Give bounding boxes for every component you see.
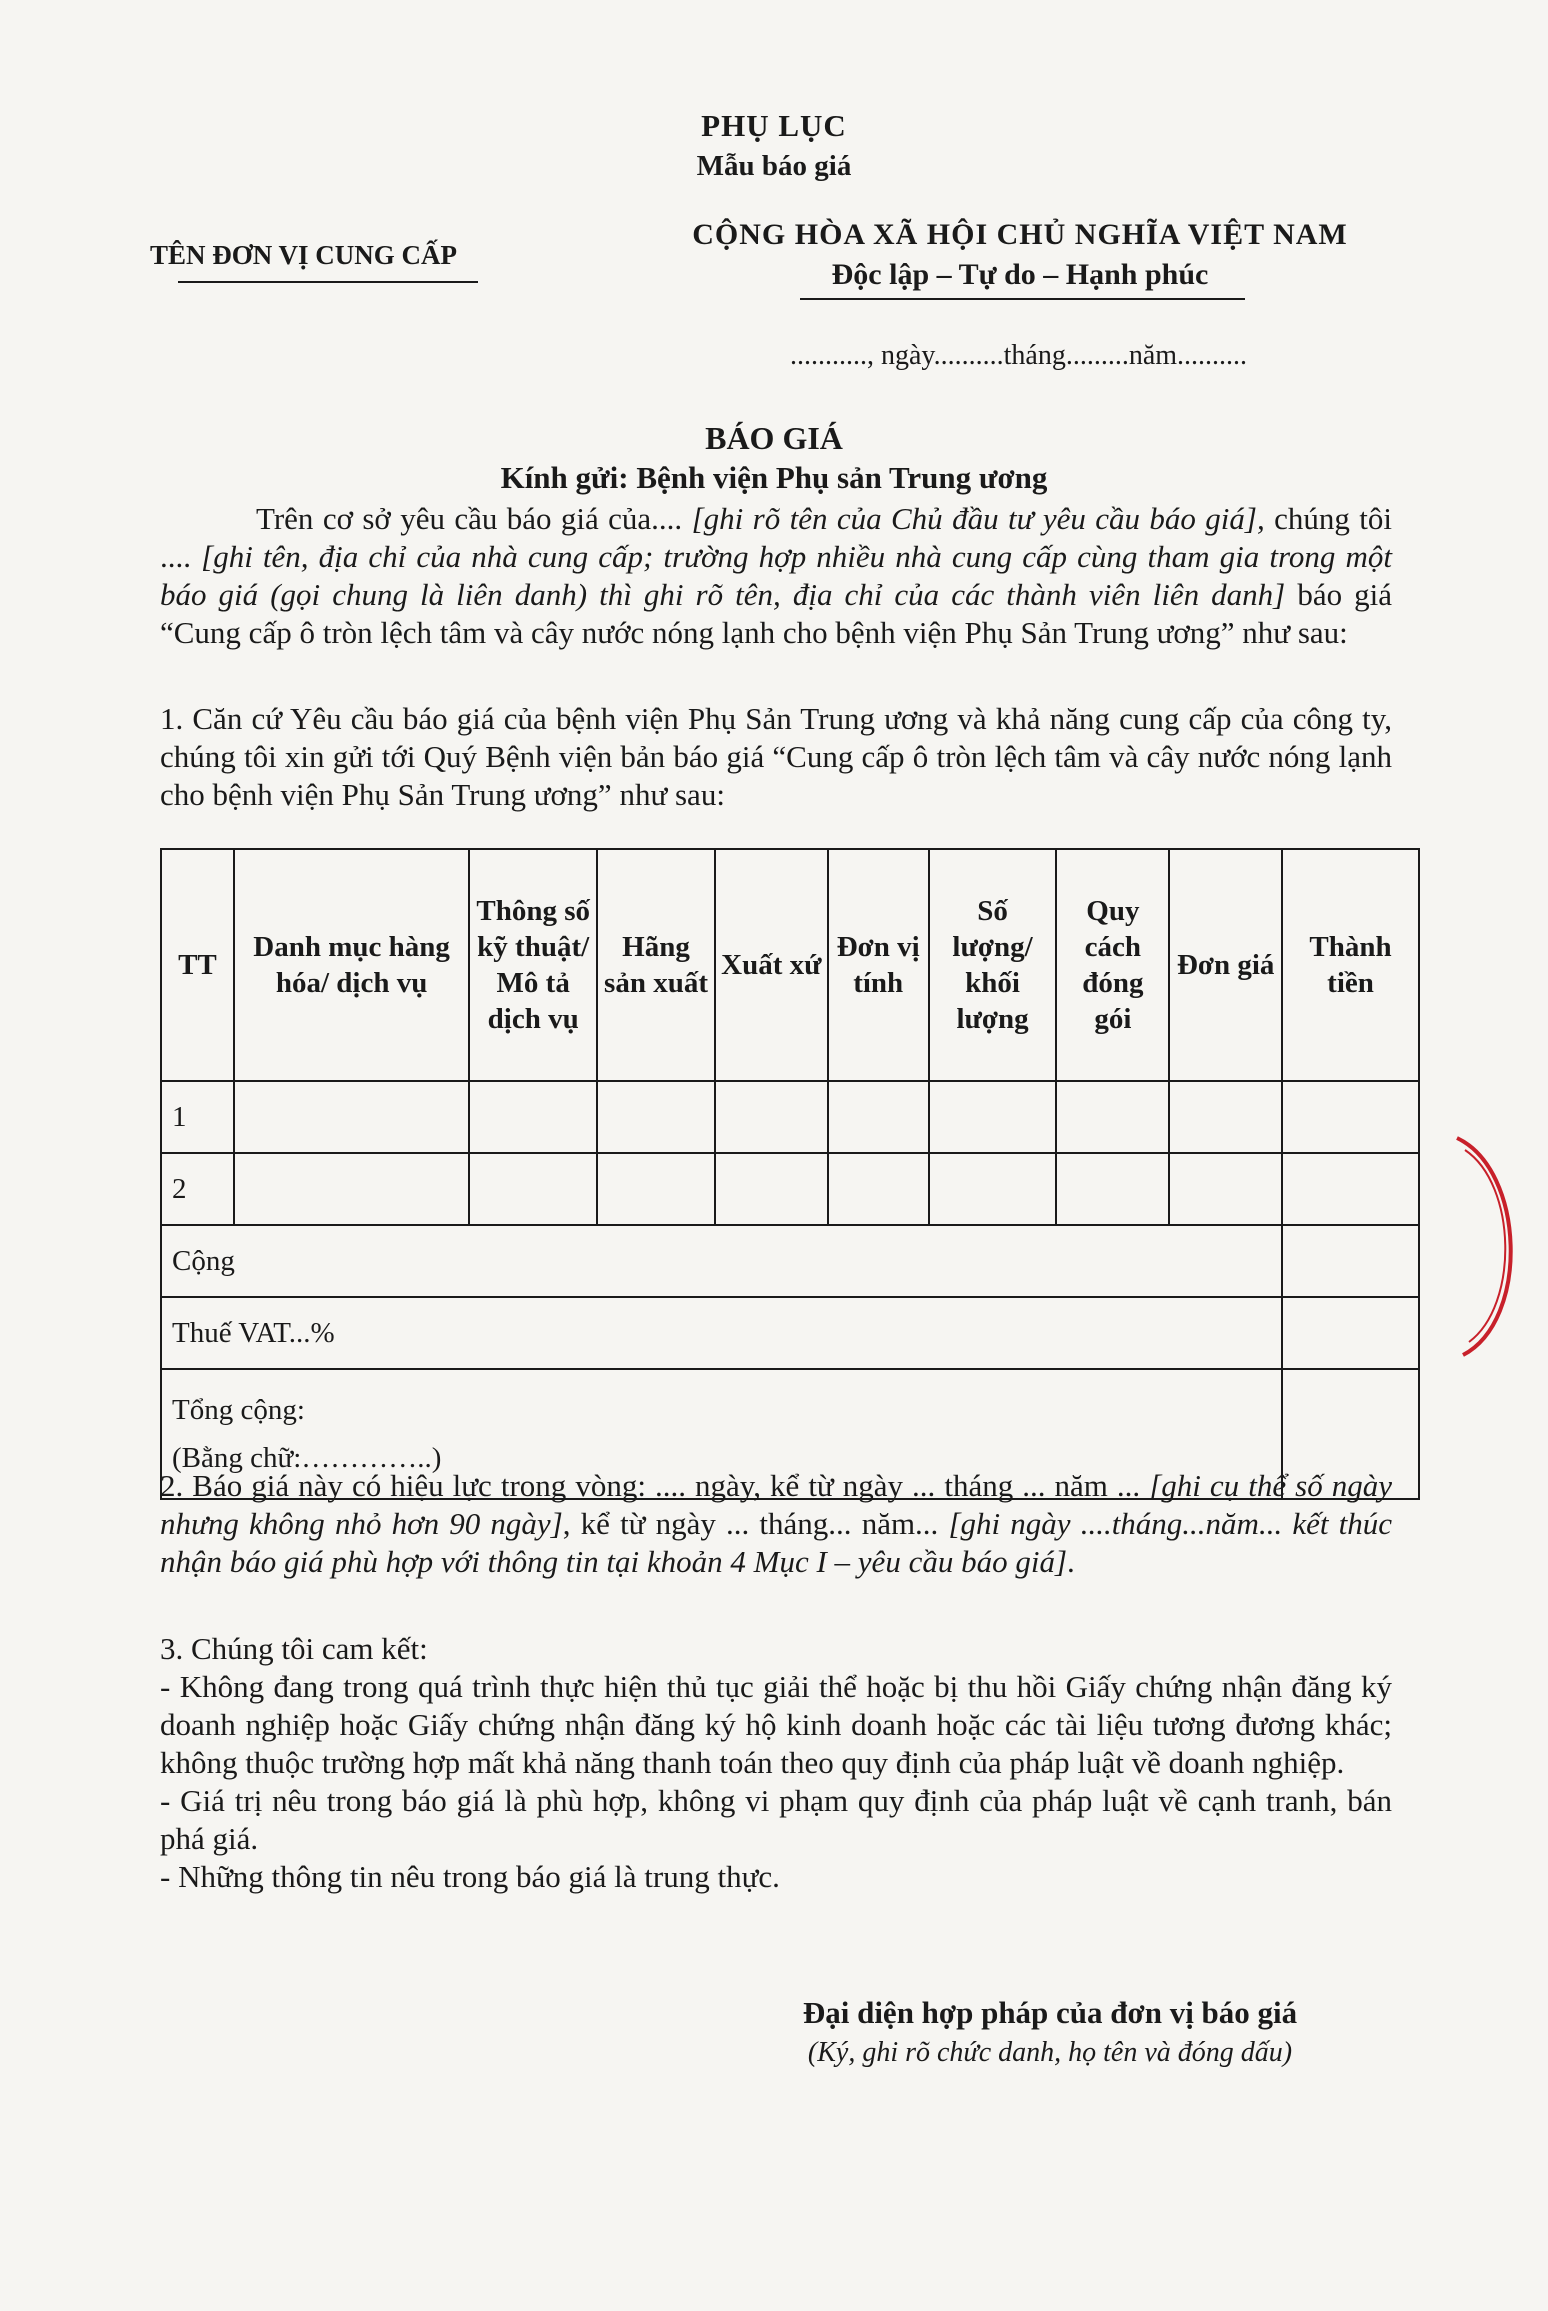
- intro-paragraph: [160, 500, 1392, 652]
- subtotal-label: Cộng: [161, 1225, 1282, 1297]
- cell-item: [234, 1081, 469, 1153]
- col-header-unit: Đơn vị tính: [828, 849, 929, 1081]
- republic-title: CỘNG HÒA XÃ HỘI CHỦ NGHĨA VIỆT NAM: [692, 218, 1348, 251]
- col-header-unit-price: Đơn giá: [1169, 849, 1282, 1081]
- section-2-text-2: , kể từ ngày ... tháng... năm...: [562, 1506, 949, 1541]
- date-line: ..........., ngày..........tháng.........năm..........: [790, 340, 1248, 371]
- section-2: [160, 1467, 1392, 1581]
- col-header-tt: TT: [161, 849, 234, 1081]
- cell-quantity: [929, 1081, 1057, 1153]
- appendix-title: PHỤ LỤC: [701, 108, 847, 143]
- vat-amount: [1282, 1297, 1419, 1369]
- commitment-item: - Những thông tin nêu trong báo giá là trung thực.: [160, 1859, 780, 1894]
- intro-note-1: [ghi rõ tên của Chủ đầu tư yêu cầu báo giá],: [691, 501, 1265, 536]
- motto-underline: [800, 298, 1245, 300]
- cell-quantity: [929, 1153, 1057, 1225]
- vat-row: [161, 1297, 1419, 1369]
- total-label: Tổng cộng:: [172, 1394, 305, 1426]
- stamp-edge-icon: [1455, 1130, 1545, 1360]
- cell-manufacturer: [597, 1081, 715, 1153]
- commitment-item: - Không đang trong quá trình thực hiện thủ tục giải thể hoặc bị thu hồi Giấy chứng nhận đăng ký doanh nghiệp hoặc Giấy chứng nhận đăng ký hộ kinh doanh hoặc các tài liệu tương đương khác; không thuộc trường hợp mất khả năng thanh toán theo quy định của pháp luật về doanh nghiệp.: [160, 1669, 1392, 1780]
- cell-packaging: [1056, 1081, 1169, 1153]
- cell-origin: [715, 1081, 828, 1153]
- recipient: Kính gửi: Bệnh viện Phụ sản Trung ương: [500, 460, 1048, 495]
- cell-origin: [715, 1153, 828, 1225]
- table-row: [161, 1153, 1419, 1225]
- cell-manufacturer: [597, 1153, 715, 1225]
- commitments: [160, 1630, 1392, 1896]
- signer-note: (Ký, ghi rõ chức danh, họ tên và đóng dấu): [807, 2037, 1293, 2068]
- doc-title: BÁO GIÁ: [705, 420, 843, 456]
- total-in-words: (Bằng chữ:…………..): [172, 1442, 442, 1474]
- subtotal-row: [161, 1225, 1419, 1297]
- cell-item: [234, 1153, 469, 1225]
- cell-spec: [469, 1081, 597, 1153]
- cell-unit-price: [1169, 1153, 1282, 1225]
- cell-unit: [828, 1081, 929, 1153]
- table-row: [161, 1081, 1419, 1153]
- intro-note-2: [ghi tên, địa chỉ của nhà cung cấp; trường hợp nhiều nhà cung cấp cùng tham gia trong một báo giá (gọi chung là liên danh) thì ghi rõ tên, địa chỉ của các thành viên liên danh]: [160, 539, 1393, 612]
- col-header-manufacturer: Hãng sản xuất: [597, 849, 715, 1081]
- cell-unit: [828, 1153, 929, 1225]
- cell-unit-price: [1169, 1081, 1282, 1153]
- motto: Độc lập – Tự do – Hạnh phúc: [831, 258, 1209, 291]
- section-2-note-2: [ghi ngày ....tháng...năm... kết thúc nhận báo giá phù hợp với thông tin tại khoản 4 Mục I – yêu cầu báo giá]: [160, 1506, 1392, 1579]
- section-1: 1. Căn cứ Yêu cầu báo giá của bệnh viện Phụ Sản Trung ương và khả năng cung cấp của công ty, chúng tôi xin gửi tới Quý Bệnh viện bản báo giá “Cung cấp ô tròn lệch tâm và cây nước nóng lạnh cho bệnh viện Phụ Sản Trung ương” như sau:: [160, 701, 1392, 812]
- quote-table: [160, 848, 1420, 1500]
- col-header-quantity: Số lượng/ khối lượng: [929, 849, 1057, 1081]
- col-header-packaging: Quy cách đóng gói: [1056, 849, 1169, 1081]
- row-number: 2: [161, 1153, 234, 1225]
- vat-label: Thuế VAT...%: [161, 1297, 1282, 1369]
- cell-packaging: [1056, 1153, 1169, 1225]
- cell-amount: [1282, 1081, 1419, 1153]
- section-2-text-3: .: [1067, 1544, 1075, 1579]
- section-2-note-1: [ghi cụ thể số ngày nhưng không nhỏ hơn 90 ngày]: [160, 1468, 1392, 1541]
- appendix-subtitle: Mẫu báo giá: [696, 150, 852, 182]
- intro-text-3: báo giá “Cung cấp ô tròn lệch tâm và cây nước nóng lạnh cho bệnh viện Phụ Sản Trung ương” như sau:: [160, 577, 1393, 650]
- col-header-amount: Thành tiền: [1282, 849, 1419, 1081]
- col-header-spec: Thông số kỹ thuật/ Mô tả dịch vụ: [469, 849, 597, 1081]
- intro-text-2: chúng tôi ....: [160, 501, 1392, 574]
- supplier-underline: [178, 281, 478, 283]
- commitment-item: - Giá trị nêu trong báo giá là phù hợp, không vi phạm quy định của pháp luật về cạnh tranh, bán phá giá.: [160, 1783, 1392, 1856]
- col-header-item: Danh mục hàng hóa/ dịch vụ: [234, 849, 469, 1081]
- subtotal-amount: [1282, 1225, 1419, 1297]
- supplier-name: TÊN ĐƠN VỊ CUNG CẤP: [150, 240, 458, 270]
- commitments-heading: 3. Chúng tôi cam kết:: [160, 1631, 428, 1666]
- signer-title: Đại diện hợp pháp của đơn vị báo giá: [802, 1995, 1298, 2030]
- cell-amount: [1282, 1153, 1419, 1225]
- section-2-text-1: 2. Báo giá này có hiệu lực trong vòng: .... ngày, kể từ ngày ... tháng ... năm ...: [160, 1468, 1150, 1503]
- cell-spec: [469, 1153, 597, 1225]
- row-number: 1: [161, 1081, 234, 1153]
- intro-text-1: Trên cơ sở yêu cầu báo giá của....: [256, 501, 692, 536]
- col-header-origin: Xuất xứ: [715, 849, 828, 1081]
- table-header-row: [161, 849, 1419, 1081]
